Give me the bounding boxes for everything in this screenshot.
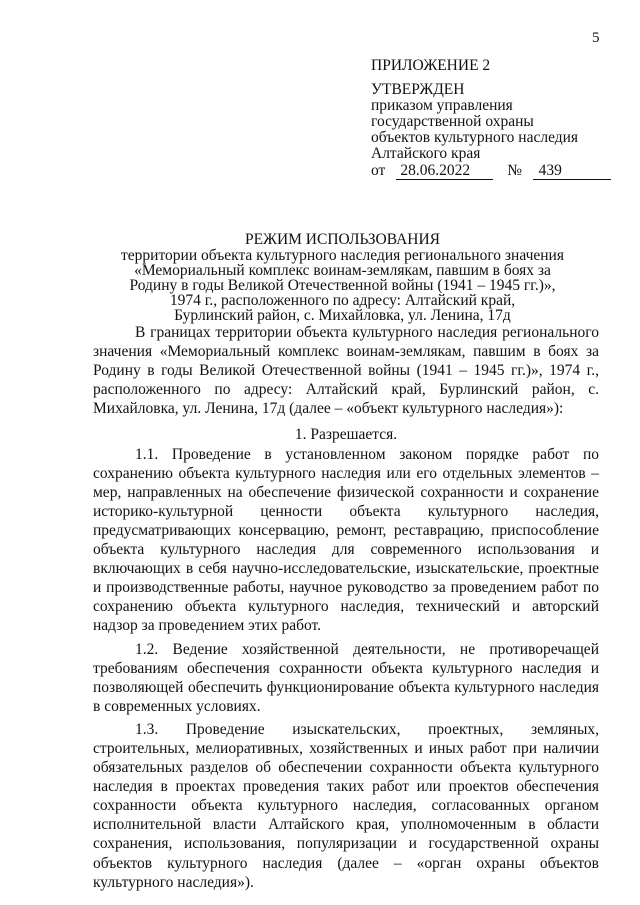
approved-label: УТВЕРЖДЕН [371, 81, 465, 98]
heading-line: Родину в годы Великой Отечественной войны (1941 – 1945 гг.)», [129, 277, 556, 294]
approval-line: приказом управления [371, 97, 513, 114]
paragraph-1-1: 1.1. Проведение в установленном законом порядке работ по сохранению объекта культурного наследия или его отдельных элементов – мер, направленных на обеспечение физической сохранности и сохранение историко-культурной ценности объекта культурного наследия, предусматривающих консервацию, ремонт, реставрацию, приспособление объекта культурного наследия для современного использования и включающих в себя научно-исследовательские, изыскательские, проектные и производственные работы, научное руководство за проведением работ по сохранению объекта культурного наследия, технический и авторский надзор за проведением этих работ. [93, 445, 599, 635]
order-date: 28.06.2022 [396, 163, 493, 180]
order-number: 439 [533, 163, 611, 180]
appendix-label: ПРИЛОЖЕНИЕ 2 [371, 57, 491, 74]
heading-line: «Мемориальный комплекс воинам-землякам, павшим в боях за [134, 262, 551, 279]
from-label: от [371, 162, 386, 179]
intro-paragraph: В границах территории объекта культурного наследия регионального значения «Мемориальный комплекс воинам-землякам, павшим в боях за Родину в годы Великой Отечественной войны (1941 – 1945 гг.)», 1974 г., расположенного по адресу: Алтайский край, Бурлинский район, с. Михайловка, ул. Ленина, 17д (далее – «объект культурного наследия»): [93, 324, 599, 418]
number-sign: № [507, 162, 523, 179]
order-date-number [371, 163, 611, 180]
document-heading [70, 232, 615, 323]
paragraph-1-3: 1.3. Проведение изыскательских, проектных, земляных, строительных, мелиоративных, хозяйственных и иных работ при наличии обязательных разделов об обеспечении сохранности объекта культурного наследия в проектах проведения таких работ или проектов обеспечения сохранности объекта культурного наследия, согласованных органом исполнительной власти Алтайского края, уполномоченным в области сохранения, использования, популяризации и государственной охраны объектов культурного наследия (далее – «орган охраны объектов культурного наследия»). [93, 720, 599, 891]
approval-line: Алтайского края [371, 145, 481, 162]
heading-line: территории объекта культурного наследия регионального значения [121, 247, 564, 264]
document-title: РЕЖИМ ИСПОЛЬЗОВАНИЯ [244, 231, 441, 248]
approval-block [371, 58, 611, 180]
approval-line: государственной охраны [371, 113, 534, 130]
page-number: 5 [592, 30, 600, 46]
heading-line: Бурлинский район, с. Михайловка, ул. Ленина, 17д [174, 307, 511, 324]
paragraph-1-2: 1.2. Ведение хозяйственной деятельности, не противоречащей требованиям обеспечения сохранности объекта культурного наследия и позволяющей обеспечить функционирование объекта культурного наследия в современных условиях. [93, 640, 599, 715]
section-heading: 1. Разрешается. [294, 426, 398, 444]
document-body [93, 323, 599, 892]
heading-line: 1974 г., расположенного по адресу: Алтайский край, [169, 292, 516, 309]
approval-line: объектов культурного наследия [371, 129, 579, 146]
